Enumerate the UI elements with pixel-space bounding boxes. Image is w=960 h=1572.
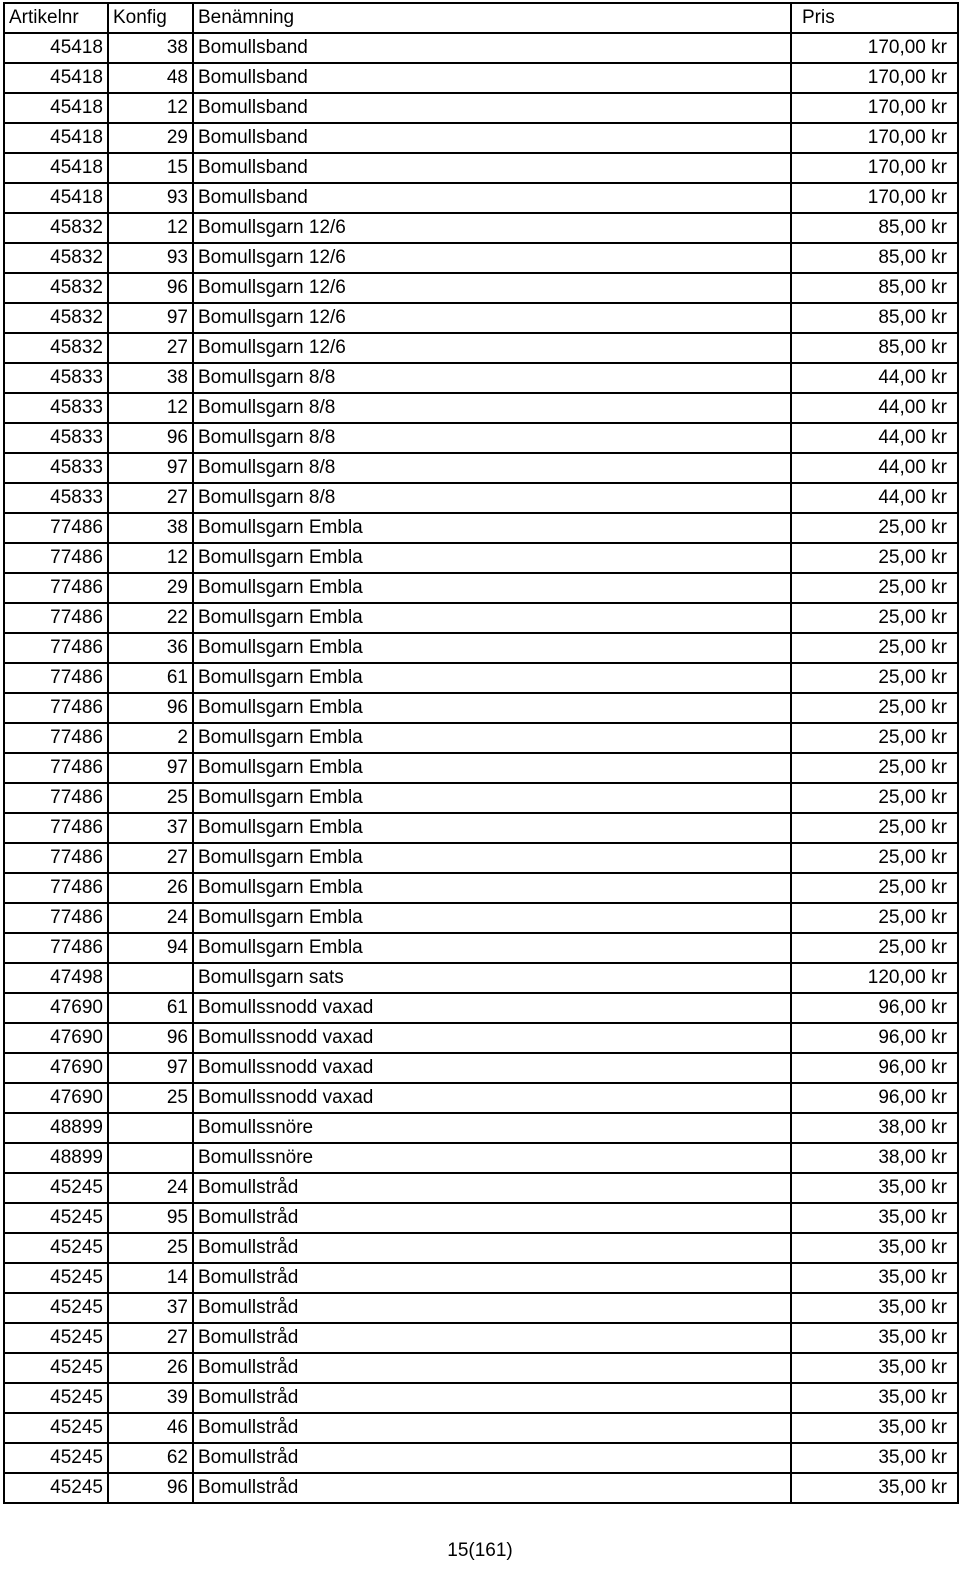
cell-konfig: 15 bbox=[108, 153, 193, 183]
cell-pris: 25,00 kr bbox=[791, 513, 958, 543]
price-table bbox=[3, 2, 959, 1504]
cell-pris: 25,00 kr bbox=[791, 813, 958, 843]
cell-benamning: Bomullsgarn 8/8 bbox=[193, 483, 791, 513]
cell-konfig: 25 bbox=[108, 1083, 193, 1113]
cell-artikelnr: 77486 bbox=[4, 843, 108, 873]
cell-benamning: Bomullsgarn sats bbox=[193, 963, 791, 993]
cell-konfig: 27 bbox=[108, 843, 193, 873]
cell-artikelnr: 48899 bbox=[4, 1113, 108, 1143]
header-benamning: Benämning bbox=[193, 3, 791, 33]
table-row bbox=[4, 993, 958, 1023]
cell-pris: 85,00 kr bbox=[791, 213, 958, 243]
cell-benamning: Bomullsgarn 8/8 bbox=[193, 423, 791, 453]
cell-benamning: Bomullsgarn Embla bbox=[193, 543, 791, 573]
cell-konfig: 29 bbox=[108, 573, 193, 603]
table-header bbox=[4, 3, 958, 33]
cell-konfig: 39 bbox=[108, 1383, 193, 1413]
table-row bbox=[4, 603, 958, 633]
cell-pris: 35,00 kr bbox=[791, 1263, 958, 1293]
cell-artikelnr: 48899 bbox=[4, 1143, 108, 1173]
table-row bbox=[4, 213, 958, 243]
cell-benamning: Bomullsgarn 12/6 bbox=[193, 303, 791, 333]
table-row bbox=[4, 33, 958, 63]
cell-artikelnr: 45832 bbox=[4, 243, 108, 273]
cell-benamning: Bomullstråd bbox=[193, 1323, 791, 1353]
cell-benamning: Bomullstråd bbox=[193, 1293, 791, 1323]
header-konfig: Konfig bbox=[108, 3, 193, 33]
cell-benamning: Bomullsgarn Embla bbox=[193, 633, 791, 663]
table-row bbox=[4, 1053, 958, 1083]
cell-pris: 170,00 kr bbox=[791, 183, 958, 213]
cell-konfig: 2 bbox=[108, 723, 193, 753]
cell-konfig: 36 bbox=[108, 633, 193, 663]
cell-benamning: Bomullsband bbox=[193, 153, 791, 183]
table-row bbox=[4, 963, 958, 993]
table-row bbox=[4, 933, 958, 963]
cell-artikelnr: 45245 bbox=[4, 1173, 108, 1203]
cell-konfig: 12 bbox=[108, 93, 193, 123]
cell-konfig bbox=[108, 1113, 193, 1143]
cell-pris: 25,00 kr bbox=[791, 543, 958, 573]
header-pris: Pris bbox=[791, 3, 958, 33]
cell-pris: 35,00 kr bbox=[791, 1383, 958, 1413]
cell-artikelnr: 45245 bbox=[4, 1383, 108, 1413]
cell-artikelnr: 45833 bbox=[4, 363, 108, 393]
cell-artikelnr: 45245 bbox=[4, 1263, 108, 1293]
table-row bbox=[4, 183, 958, 213]
cell-konfig: 22 bbox=[108, 603, 193, 633]
cell-pris: 38,00 kr bbox=[791, 1113, 958, 1143]
cell-artikelnr: 45245 bbox=[4, 1233, 108, 1263]
table-row bbox=[4, 783, 958, 813]
table-row bbox=[4, 303, 958, 333]
cell-artikelnr: 45833 bbox=[4, 393, 108, 423]
cell-pris: 35,00 kr bbox=[791, 1413, 958, 1443]
cell-benamning: Bomullssnodd vaxad bbox=[193, 993, 791, 1023]
cell-konfig: 96 bbox=[108, 273, 193, 303]
cell-konfig: 96 bbox=[108, 1023, 193, 1053]
cell-pris: 25,00 kr bbox=[791, 843, 958, 873]
cell-benamning: Bomullsgarn Embla bbox=[193, 573, 791, 603]
cell-benamning: Bomullsgarn 12/6 bbox=[193, 213, 791, 243]
cell-artikelnr: 47690 bbox=[4, 1083, 108, 1113]
cell-pris: 35,00 kr bbox=[791, 1293, 958, 1323]
cell-pris: 96,00 kr bbox=[791, 993, 958, 1023]
cell-benamning: Bomullsgarn 8/8 bbox=[193, 363, 791, 393]
cell-artikelnr: 45245 bbox=[4, 1203, 108, 1233]
cell-artikelnr: 77486 bbox=[4, 723, 108, 753]
table-row bbox=[4, 723, 958, 753]
table-row bbox=[4, 1173, 958, 1203]
cell-konfig: 96 bbox=[108, 1473, 193, 1503]
cell-pris: 170,00 kr bbox=[791, 63, 958, 93]
cell-pris: 25,00 kr bbox=[791, 933, 958, 963]
cell-konfig: 94 bbox=[108, 933, 193, 963]
cell-artikelnr: 45245 bbox=[4, 1323, 108, 1353]
table-row bbox=[4, 63, 958, 93]
cell-pris: 25,00 kr bbox=[791, 633, 958, 663]
cell-pris: 25,00 kr bbox=[791, 723, 958, 753]
cell-benamning: Bomullsband bbox=[193, 63, 791, 93]
table-row bbox=[4, 753, 958, 783]
cell-benamning: Bomullsband bbox=[193, 183, 791, 213]
table-row bbox=[4, 633, 958, 663]
cell-benamning: Bomullsgarn 12/6 bbox=[193, 273, 791, 303]
table-row bbox=[4, 453, 958, 483]
cell-artikelnr: 45832 bbox=[4, 333, 108, 363]
cell-konfig: 96 bbox=[108, 423, 193, 453]
cell-benamning: Bomullssnodd vaxad bbox=[193, 1023, 791, 1053]
cell-pris: 35,00 kr bbox=[791, 1233, 958, 1263]
cell-benamning: Bomullsgarn 8/8 bbox=[193, 393, 791, 423]
cell-benamning: Bomullsgarn Embla bbox=[193, 723, 791, 753]
cell-artikelnr: 77486 bbox=[4, 573, 108, 603]
cell-artikelnr: 77486 bbox=[4, 663, 108, 693]
cell-pris: 44,00 kr bbox=[791, 453, 958, 483]
cell-benamning: Bomullsgarn Embla bbox=[193, 843, 791, 873]
table-row bbox=[4, 1443, 958, 1473]
cell-benamning: Bomullsband bbox=[193, 93, 791, 123]
cell-artikelnr: 77486 bbox=[4, 603, 108, 633]
table-row bbox=[4, 153, 958, 183]
cell-artikelnr: 77486 bbox=[4, 633, 108, 663]
cell-pris: 25,00 kr bbox=[791, 753, 958, 783]
table-row bbox=[4, 423, 958, 453]
table-row bbox=[4, 843, 958, 873]
cell-konfig: 38 bbox=[108, 513, 193, 543]
header-artikelnr: Artikelnr bbox=[4, 3, 108, 33]
cell-pris: 85,00 kr bbox=[791, 273, 958, 303]
cell-benamning: Bomullsgarn Embla bbox=[193, 663, 791, 693]
cell-konfig: 12 bbox=[108, 393, 193, 423]
cell-artikelnr: 77486 bbox=[4, 933, 108, 963]
cell-pris: 44,00 kr bbox=[791, 423, 958, 453]
cell-pris: 96,00 kr bbox=[791, 1023, 958, 1053]
cell-pris: 44,00 kr bbox=[791, 393, 958, 423]
cell-benamning: Bomullsgarn Embla bbox=[193, 903, 791, 933]
cell-artikelnr: 45418 bbox=[4, 93, 108, 123]
cell-artikelnr: 47498 bbox=[4, 963, 108, 993]
cell-artikelnr: 77486 bbox=[4, 813, 108, 843]
cell-pris: 120,00 kr bbox=[791, 963, 958, 993]
table-row bbox=[4, 243, 958, 273]
cell-artikelnr: 77486 bbox=[4, 903, 108, 933]
table-row bbox=[4, 393, 958, 423]
cell-konfig bbox=[108, 1143, 193, 1173]
cell-konfig: 97 bbox=[108, 303, 193, 333]
cell-pris: 85,00 kr bbox=[791, 303, 958, 333]
table-body bbox=[4, 33, 958, 1503]
cell-konfig: 25 bbox=[108, 783, 193, 813]
cell-benamning: Bomullsgarn Embla bbox=[193, 933, 791, 963]
cell-benamning: Bomullstråd bbox=[193, 1443, 791, 1473]
cell-konfig: 38 bbox=[108, 33, 193, 63]
cell-artikelnr: 45245 bbox=[4, 1413, 108, 1443]
table-row bbox=[4, 1383, 958, 1413]
cell-pris: 85,00 kr bbox=[791, 333, 958, 363]
page-number: 15(161) bbox=[447, 1540, 513, 1561]
cell-pris: 25,00 kr bbox=[791, 603, 958, 633]
cell-benamning: Bomullstråd bbox=[193, 1383, 791, 1413]
cell-konfig: 24 bbox=[108, 903, 193, 933]
cell-artikelnr: 47690 bbox=[4, 1053, 108, 1083]
cell-konfig: 97 bbox=[108, 753, 193, 783]
table-row bbox=[4, 903, 958, 933]
cell-pris: 170,00 kr bbox=[791, 33, 958, 63]
table-row bbox=[4, 123, 958, 153]
cell-konfig: 37 bbox=[108, 813, 193, 843]
table-row bbox=[4, 1263, 958, 1293]
cell-artikelnr: 45418 bbox=[4, 63, 108, 93]
cell-benamning: Bomullssnöre bbox=[193, 1113, 791, 1143]
table-row bbox=[4, 1143, 958, 1173]
cell-benamning: Bomullstråd bbox=[193, 1173, 791, 1203]
cell-konfig: 29 bbox=[108, 123, 193, 153]
cell-benamning: Bomullsgarn Embla bbox=[193, 813, 791, 843]
cell-artikelnr: 45245 bbox=[4, 1293, 108, 1323]
cell-pris: 170,00 kr bbox=[791, 153, 958, 183]
cell-konfig: 97 bbox=[108, 453, 193, 483]
cell-benamning: Bomullsgarn 8/8 bbox=[193, 453, 791, 483]
table-row bbox=[4, 813, 958, 843]
table-row bbox=[4, 1413, 958, 1443]
table-row bbox=[4, 1113, 958, 1143]
cell-benamning: Bomullstråd bbox=[193, 1413, 791, 1443]
cell-benamning: Bomullsgarn Embla bbox=[193, 513, 791, 543]
cell-konfig: 27 bbox=[108, 1323, 193, 1353]
cell-pris: 25,00 kr bbox=[791, 663, 958, 693]
cell-pris: 35,00 kr bbox=[791, 1173, 958, 1203]
table-row bbox=[4, 1293, 958, 1323]
cell-konfig: 37 bbox=[108, 1293, 193, 1323]
cell-konfig: 46 bbox=[108, 1413, 193, 1443]
table-row bbox=[4, 1203, 958, 1233]
cell-konfig: 95 bbox=[108, 1203, 193, 1233]
cell-benamning: Bomullstråd bbox=[193, 1353, 791, 1383]
table-row bbox=[4, 1023, 958, 1053]
cell-pris: 96,00 kr bbox=[791, 1053, 958, 1083]
cell-konfig: 25 bbox=[108, 1233, 193, 1263]
table-row bbox=[4, 663, 958, 693]
cell-konfig: 14 bbox=[108, 1263, 193, 1293]
table-row bbox=[4, 543, 958, 573]
cell-pris: 25,00 kr bbox=[791, 873, 958, 903]
table-row bbox=[4, 1083, 958, 1113]
cell-pris: 25,00 kr bbox=[791, 783, 958, 813]
cell-pris: 38,00 kr bbox=[791, 1143, 958, 1173]
cell-pris: 35,00 kr bbox=[791, 1443, 958, 1473]
cell-pris: 96,00 kr bbox=[791, 1083, 958, 1113]
cell-konfig: 62 bbox=[108, 1443, 193, 1473]
cell-artikelnr: 45418 bbox=[4, 33, 108, 63]
cell-konfig: 93 bbox=[108, 183, 193, 213]
cell-pris: 170,00 kr bbox=[791, 123, 958, 153]
header-row bbox=[4, 3, 958, 33]
cell-artikelnr: 45418 bbox=[4, 183, 108, 213]
cell-benamning: Bomullsgarn Embla bbox=[193, 753, 791, 783]
cell-pris: 35,00 kr bbox=[791, 1473, 958, 1503]
cell-konfig: 24 bbox=[108, 1173, 193, 1203]
cell-artikelnr: 77486 bbox=[4, 753, 108, 783]
cell-pris: 35,00 kr bbox=[791, 1323, 958, 1353]
cell-pris: 85,00 kr bbox=[791, 243, 958, 273]
cell-konfig: 26 bbox=[108, 873, 193, 903]
cell-konfig bbox=[108, 963, 193, 993]
table-row bbox=[4, 1473, 958, 1503]
cell-benamning: Bomullssnodd vaxad bbox=[193, 1053, 791, 1083]
cell-konfig: 27 bbox=[108, 483, 193, 513]
cell-konfig: 97 bbox=[108, 1053, 193, 1083]
cell-benamning: Bomullstråd bbox=[193, 1233, 791, 1263]
cell-benamning: Bomullsgarn Embla bbox=[193, 783, 791, 813]
cell-artikelnr: 45832 bbox=[4, 213, 108, 243]
cell-artikelnr: 47690 bbox=[4, 993, 108, 1023]
cell-konfig: 38 bbox=[108, 363, 193, 393]
cell-benamning: Bomullsgarn 12/6 bbox=[193, 243, 791, 273]
cell-benamning: Bomullssnodd vaxad bbox=[193, 1083, 791, 1113]
table-row bbox=[4, 1353, 958, 1383]
cell-artikelnr: 45833 bbox=[4, 423, 108, 453]
cell-konfig: 93 bbox=[108, 243, 193, 273]
cell-pris: 44,00 kr bbox=[791, 363, 958, 393]
table-row bbox=[4, 513, 958, 543]
cell-pris: 44,00 kr bbox=[791, 483, 958, 513]
cell-artikelnr: 45245 bbox=[4, 1353, 108, 1383]
cell-konfig: 12 bbox=[108, 543, 193, 573]
cell-artikelnr: 45418 bbox=[4, 153, 108, 183]
cell-pris: 35,00 kr bbox=[791, 1353, 958, 1383]
cell-konfig: 96 bbox=[108, 693, 193, 723]
cell-benamning: Bomullstråd bbox=[193, 1203, 791, 1233]
cell-benamning: Bomullstråd bbox=[193, 1473, 791, 1503]
cell-pris: 25,00 kr bbox=[791, 693, 958, 723]
cell-pris: 35,00 kr bbox=[791, 1203, 958, 1233]
table-row bbox=[4, 93, 958, 123]
cell-benamning: Bomullsgarn Embla bbox=[193, 693, 791, 723]
cell-artikelnr: 45832 bbox=[4, 303, 108, 333]
cell-benamning: Bomullsgarn Embla bbox=[193, 603, 791, 633]
cell-artikelnr: 77486 bbox=[4, 873, 108, 903]
table-row bbox=[4, 1233, 958, 1263]
cell-benamning: Bomullsgarn 12/6 bbox=[193, 333, 791, 363]
table-row bbox=[4, 573, 958, 603]
cell-konfig: 27 bbox=[108, 333, 193, 363]
cell-artikelnr: 77486 bbox=[4, 783, 108, 813]
cell-konfig: 48 bbox=[108, 63, 193, 93]
table-row bbox=[4, 273, 958, 303]
cell-pris: 25,00 kr bbox=[791, 903, 958, 933]
cell-benamning: Bomullstråd bbox=[193, 1263, 791, 1293]
table-row bbox=[4, 1323, 958, 1353]
cell-artikelnr: 45245 bbox=[4, 1443, 108, 1473]
table-row bbox=[4, 363, 958, 393]
cell-artikelnr: 47690 bbox=[4, 1023, 108, 1053]
table-row bbox=[4, 873, 958, 903]
cell-benamning: Bomullsband bbox=[193, 123, 791, 153]
cell-konfig: 61 bbox=[108, 663, 193, 693]
cell-artikelnr: 77486 bbox=[4, 513, 108, 543]
cell-artikelnr: 45245 bbox=[4, 1473, 108, 1503]
cell-konfig: 12 bbox=[108, 213, 193, 243]
cell-artikelnr: 45418 bbox=[4, 123, 108, 153]
cell-artikelnr: 45832 bbox=[4, 273, 108, 303]
cell-konfig: 26 bbox=[108, 1353, 193, 1383]
cell-pris: 170,00 kr bbox=[791, 93, 958, 123]
table-row bbox=[4, 333, 958, 363]
table-row bbox=[4, 483, 958, 513]
cell-benamning: Bomullssnöre bbox=[193, 1143, 791, 1173]
cell-konfig: 61 bbox=[108, 993, 193, 1023]
cell-pris: 25,00 kr bbox=[791, 573, 958, 603]
table-row bbox=[4, 693, 958, 723]
cell-artikelnr: 45833 bbox=[4, 453, 108, 483]
cell-artikelnr: 77486 bbox=[4, 543, 108, 573]
cell-artikelnr: 77486 bbox=[4, 693, 108, 723]
cell-artikelnr: 45833 bbox=[4, 483, 108, 513]
cell-benamning: Bomullsband bbox=[193, 33, 791, 63]
cell-benamning: Bomullsgarn Embla bbox=[193, 873, 791, 903]
